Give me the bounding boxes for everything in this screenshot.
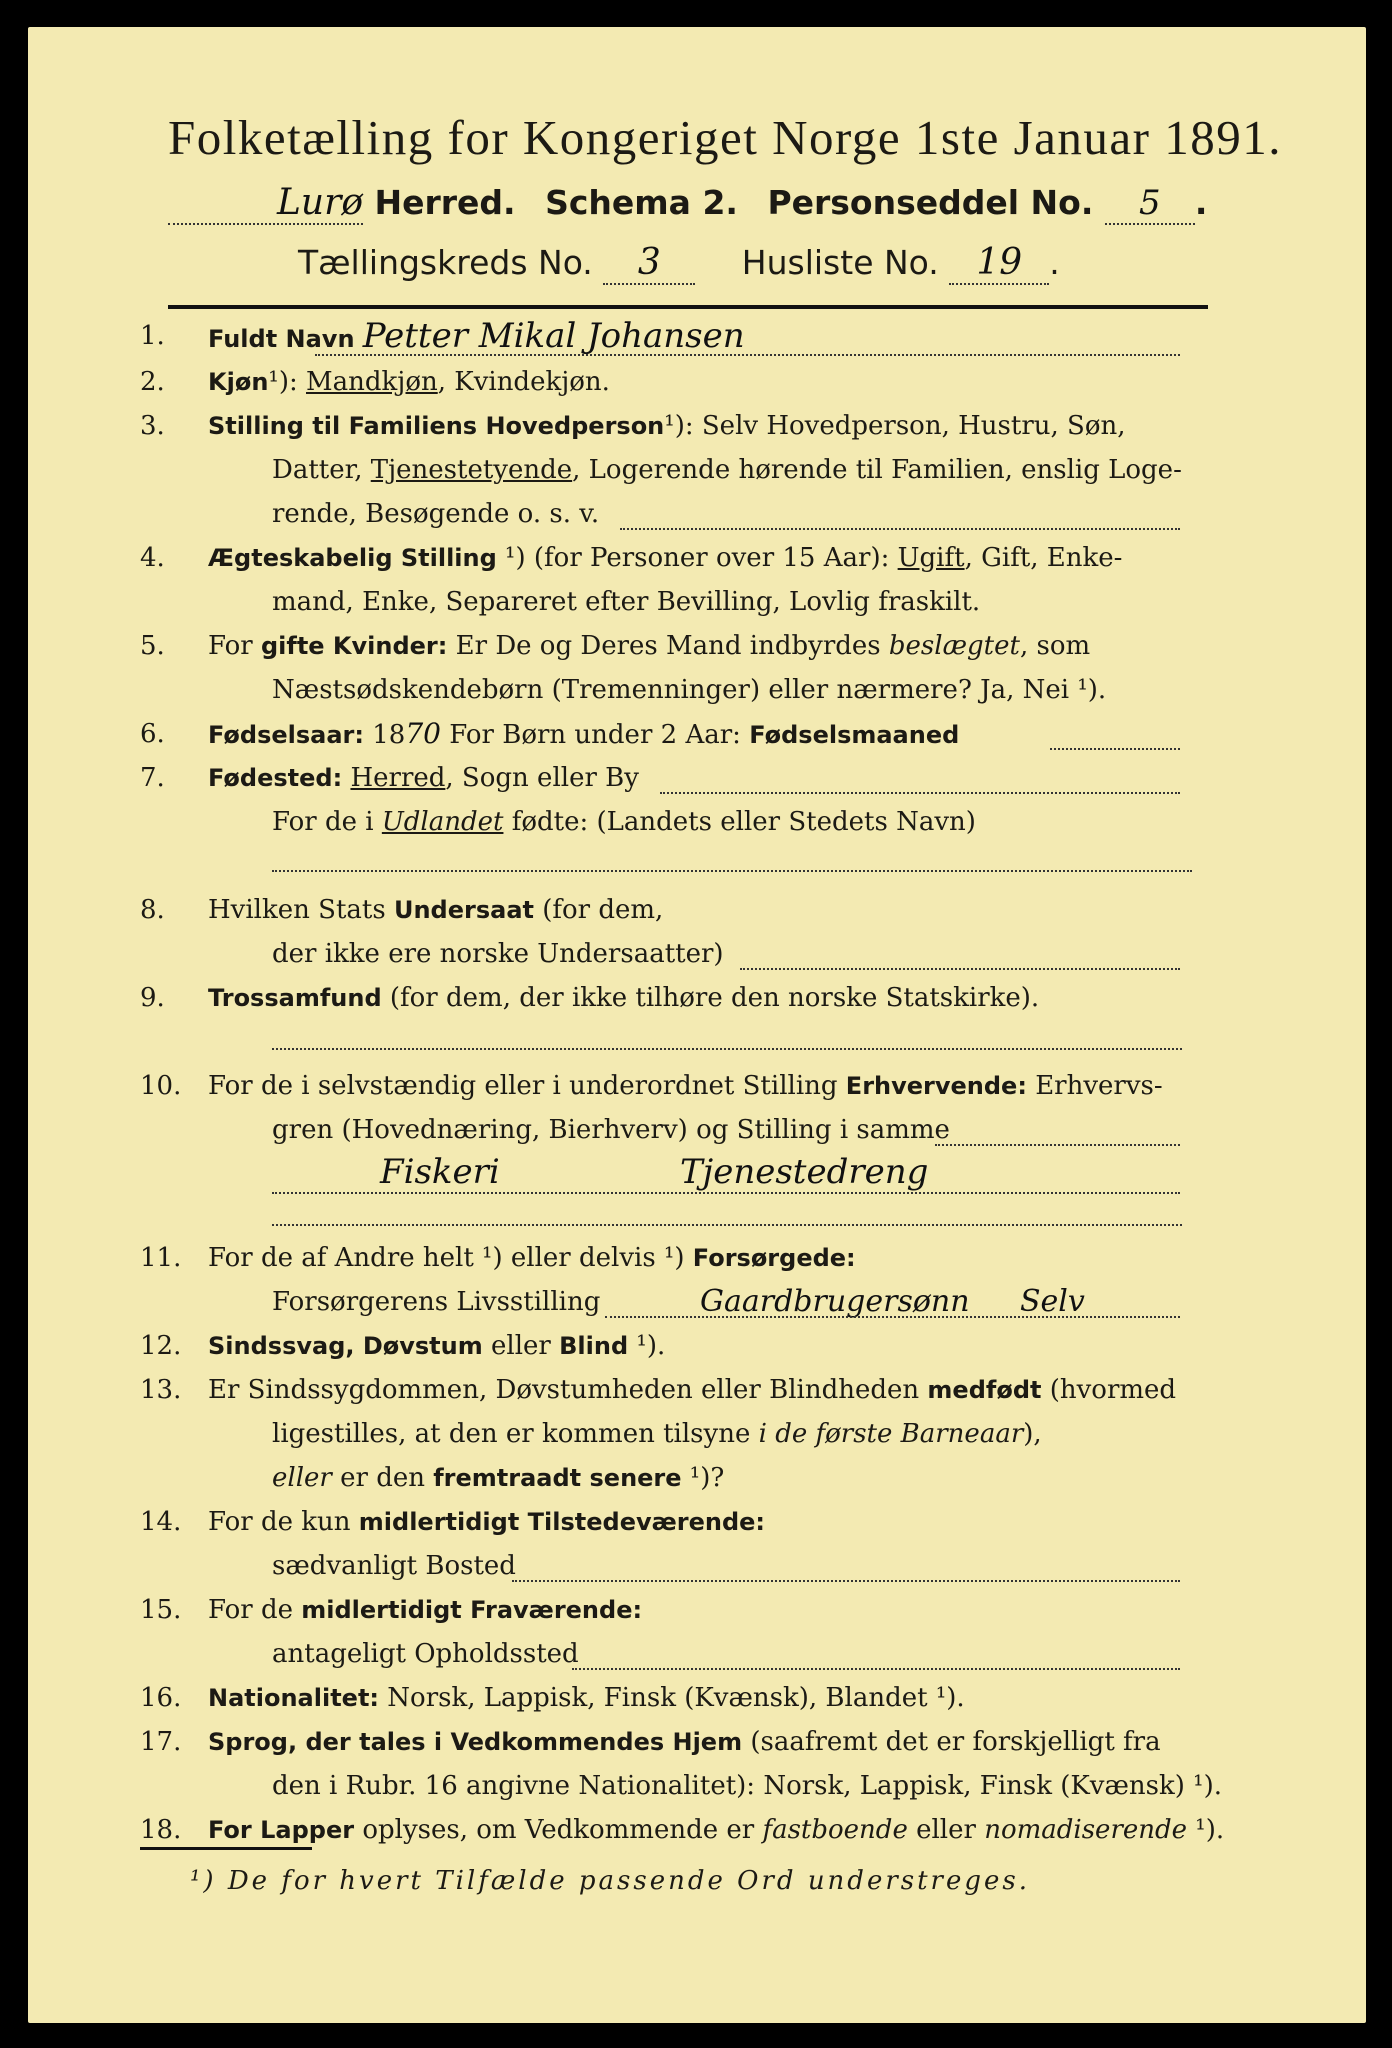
birth-year-label: Fødselsaar: <box>208 721 364 749</box>
temp-absent-question: For de <box>208 1595 302 1625</box>
item-number: 2. <box>140 367 165 397</box>
personseddel-field <box>1105 183 1195 225</box>
full-name-line <box>315 354 1180 356</box>
nationality-options: Norsk, Lappisk, Finsk (Kvænsk), Blandet ¹). <box>379 1683 965 1713</box>
abroad-line <box>272 870 1192 872</box>
marital-options: mand, Enke, Separeret efter Bevilling, Lovlig fraskilt. <box>272 587 981 617</box>
temp-present-label: midlertidigt Tilstedeværende: <box>358 1508 766 1536</box>
full-name-value: Petter Mikal Johansen <box>362 316 745 356</box>
position-label: Stilling til Familiens Hovedperson <box>208 412 665 440</box>
taellingskreds-label: Tællingskreds No. <box>298 243 593 282</box>
married-women-question: Næstsødskendebørn (Tremenninger) eller nærmere? Ja, Nei ¹). <box>272 675 1107 705</box>
language-options: den i Rubr. 16 angivne Nationalitet): Norsk, Lappisk, Finsk (Kvænsk) ¹). <box>272 1771 1223 1801</box>
blind-label: Blind <box>559 1332 629 1360</box>
birthplace-line <box>660 792 1180 794</box>
citizenship-line <box>740 968 1180 970</box>
schema-label: Schema 2. <box>545 183 738 222</box>
item-number: 13. <box>140 1375 182 1405</box>
personseddel-label: Personseddel No. <box>767 183 1094 222</box>
footnote-ref: ¹). <box>1187 1815 1225 1845</box>
item-number: 6. <box>140 719 165 749</box>
occupation-line <box>935 1144 1180 1146</box>
birth-month-note: For Børn under 2 Aar: <box>441 720 750 750</box>
husliste-label: Husliste No. <box>741 243 939 282</box>
footnote-ref: ¹). <box>628 1331 666 1361</box>
footnote: ¹) De for hvert Tilfælde passende Ord understreges. <box>190 1866 1031 1896</box>
abroad-word: Udlandet <box>381 807 504 837</box>
item-number: 3. <box>140 411 165 441</box>
congenital-question: (hvormed <box>1041 1375 1177 1405</box>
birthplace-options: , Sogn eller By <box>445 763 639 793</box>
probable-stay-label: antageligt Opholdssted <box>272 1639 579 1669</box>
congenital-question: ), <box>1023 1419 1042 1449</box>
gender-label: Kjøn <box>208 368 269 396</box>
herred-value: Lurø <box>277 182 363 223</box>
lapps-option-nomadic: nomadiserende <box>984 1815 1188 1845</box>
usual-residence-line <box>512 1580 1180 1582</box>
marital-note: ¹) (for Personer over 15 Aar): <box>496 543 898 573</box>
usual-residence-label: sædvanligt Bosted <box>272 1551 516 1581</box>
item-number: 17. <box>140 1727 182 1757</box>
item-number: 9. <box>140 983 165 1013</box>
birth-year-value: 70 <box>405 717 441 750</box>
gender-options: , Kvindekjøn. <box>437 367 610 397</box>
position-options: rende, Besøgende o. s. v. <box>272 499 600 529</box>
tellingskreds-line: Tællingskreds No. 3 Husliste No. 19 . <box>298 242 1060 283</box>
lapps-question: oplyses, om Vedkommende er <box>354 1815 763 1845</box>
birthplace-selected: Herred <box>350 763 446 793</box>
gender-selected: Mandkjøn <box>306 367 438 397</box>
husliste-field <box>949 242 1049 285</box>
provider-line <box>605 1316 1180 1318</box>
item-number: 14. <box>140 1507 182 1537</box>
congenital-question: er den <box>331 1463 434 1493</box>
religion-line <box>272 1048 1182 1050</box>
abroad-note: fødte: (Landets eller Stedets Navn) <box>503 807 976 837</box>
item-number: 10. <box>140 1071 182 1101</box>
item-number: 18. <box>140 1815 182 1845</box>
footnote-ref: ¹): <box>268 367 306 397</box>
item-number: 1. <box>140 321 165 351</box>
item-number: 11. <box>140 1243 182 1273</box>
probable-stay-line <box>572 1668 1180 1670</box>
item-number: 12. <box>140 1331 182 1361</box>
disability-conj: eller <box>482 1331 560 1361</box>
later-onset-label: fremtraadt senere <box>433 1464 682 1492</box>
occupation-question: Erhvervs- <box>1026 1071 1163 1101</box>
lapps-option-settled: fastboende <box>762 1815 908 1845</box>
fill-line <box>620 528 1180 530</box>
citizenship-question: (for dem, <box>533 895 664 925</box>
birth-year-prefix: 18 <box>364 720 406 750</box>
herred-label: Herred. <box>374 183 516 222</box>
congenital-question: ligestilles, at den er kommen tilsyne <box>272 1419 759 1449</box>
citizenship-label: Undersaat <box>393 896 534 924</box>
citizenship-note: der ikke ere norske Undersaatter) <box>272 939 724 969</box>
birthplace-label: Fødested: <box>208 764 343 792</box>
occupation-value-2: Tjenestedreng <box>680 1152 929 1192</box>
congenital-label: medfødt <box>927 1376 1042 1404</box>
provider-value-self: Selv <box>1020 1284 1085 1319</box>
birth-month-line <box>1050 748 1180 750</box>
marital-selected: Ugift <box>897 543 965 573</box>
lapps-conj: eller <box>907 1815 985 1845</box>
occupation-note: gren (Hovednæring, Bierhverv) og Stilling i samme <box>272 1115 950 1145</box>
personseddel-value: 5 <box>1139 183 1161 223</box>
religion-note: (for dem, der ikke tilhøre den norske Statskirke). <box>381 983 1040 1013</box>
item-number: 7. <box>140 763 165 793</box>
item-number: 5. <box>140 631 165 661</box>
occupation-value-1: Fiskeri <box>380 1152 500 1192</box>
item-number: 4. <box>140 543 165 573</box>
congenital-question: Er Sindssygdommen, Døvstumheden eller Blindheden <box>208 1375 928 1405</box>
position-selected: Tjenestetyende <box>370 455 573 485</box>
position-options: ¹): Selv Hovedperson, Hustru, Søn, <box>664 411 1126 441</box>
temp-present-question: For de kun <box>208 1507 359 1537</box>
nationality-label: Nationalitet: <box>208 1684 380 1712</box>
position-options: , Logerende hørende til Familien, enslig Loge- <box>572 455 1182 485</box>
husliste-value: 19 <box>976 242 1023 283</box>
language-label: Sprog, der tales i Vedkommendes Hjem <box>208 1728 743 1756</box>
taellingskreds-field <box>603 242 695 285</box>
marital-options: , Gift, Enke- <box>964 543 1123 573</box>
taellingskreds-value: 3 <box>637 242 661 283</box>
married-women-question-italic: beslægtet <box>888 631 1020 661</box>
occupation-label: Erhvervende: <box>845 1072 1027 1100</box>
abroad-note: For de i <box>272 807 382 837</box>
marital-label: Ægteskabelig Stilling <box>208 544 497 572</box>
header-rule <box>168 305 1208 309</box>
temp-absent-label: midlertidigt Fraværende: <box>301 1596 643 1624</box>
supported-question: For de af Andre helt ¹) eller delvis ¹) <box>208 1243 693 1273</box>
herred-field <box>168 182 363 225</box>
congenital-question-italic: eller <box>272 1463 332 1493</box>
disability-label: Sindssvag, Døvstum <box>208 1332 483 1360</box>
item-number: 16. <box>140 1683 182 1713</box>
language-note: (saafremt det er forskjelligt fra <box>742 1727 1161 1757</box>
occupation-extra-line <box>272 1224 1182 1226</box>
occupation-answer-line <box>272 1192 1180 1194</box>
supported-label: Forsørgede: <box>692 1244 856 1272</box>
full-name-label: Fuldt Navn <box>208 325 355 353</box>
footnote-rule <box>140 1847 312 1850</box>
religion-label: Trossamfund <box>208 984 382 1012</box>
form-header-line: Lurø Herred. Schema 2. Personseddel No. 5 . <box>168 182 1208 225</box>
citizenship-question: Hvilken Stats <box>208 895 394 925</box>
provider-value: Gaardbrugersønn <box>700 1284 970 1319</box>
item-number: 8. <box>140 895 165 925</box>
footnote-ref: ¹)? <box>681 1463 725 1493</box>
birth-month-label: Fødselsmaaned <box>749 721 960 749</box>
married-women-label: gifte Kvinder: <box>260 632 448 660</box>
married-women-question: , som <box>1019 631 1091 661</box>
married-women-prefix: For <box>208 631 261 661</box>
item-number: 15. <box>140 1595 182 1625</box>
position-options: Datter, <box>272 455 371 485</box>
married-women-question: Er De og Deres Mand indbyrdes <box>447 631 889 661</box>
occupation-question: For de i selvstændig eller i underordnet Stilling <box>208 1071 846 1101</box>
form-title: Folketælling for Kongeriget Norge 1ste Januar 1891. <box>168 110 1282 165</box>
congenital-question-italic: i de første Barneaar <box>758 1419 1024 1449</box>
lapps-label: For Lapper <box>208 1816 355 1844</box>
provider-label: Forsørgerens Livsstilling <box>272 1287 601 1317</box>
